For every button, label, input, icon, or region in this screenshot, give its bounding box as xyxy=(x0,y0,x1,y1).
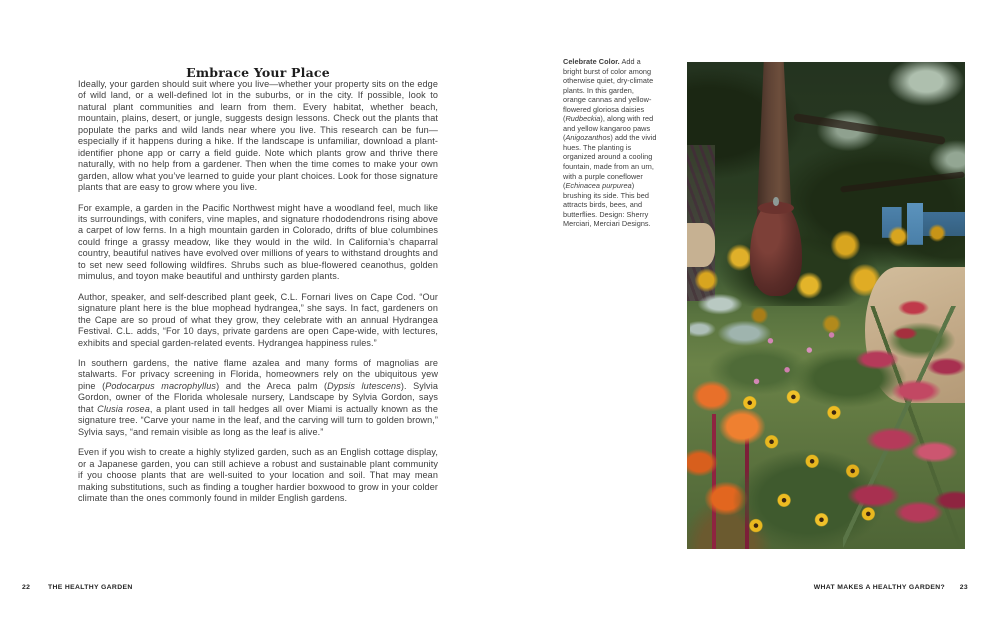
body-paragraph: Ideally, your garden should suit where you live—whether your property sits on the edge of wild land, or a well-defined lot in the suburbs, or in the city. If possible, look to natural plant communities and learn from them. Every habitat, whether beach, mountain, plains, desert, or jungle, suggests design lessons. Check out the plants that populate the parks and wild lands near where you live. This research can be fun—especially if it happens during a hike. If the landscape is unfamiliar, download a plant-identifier phone app or carry a field guide. Note which plants grow and thrive there naturally, with no help from a gardener. Then when the time comes to make your own garden, allow what you’ve learned to guide your plant choices. Look for those signature plants that are easy to grow where you live. xyxy=(78,79,438,193)
photo-caption: Celebrate Color. Add a bright burst of color among otherwise quiet, dry-climate plants. In this garden, orange cannas and yellow-flowered gloriosa daisies (Rudbeckia), along with red and yellow kangaroo paws (Anigozanthos) add the vivid hues. The planting is organized around a cooling fountain, made from an urn, with a purple coneflower (Echinacea purpurea) brushing its side. This bed attracts birds, bees, and butterflies. Design: Sherry Merciari, Merciari Designs. xyxy=(563,57,657,229)
page-number-right: 23 xyxy=(959,584,968,591)
body-paragraph: In southern gardens, the native flame azalea and many forms of magnolias are stalwarts. For privacy screening in Florida, homeowners rely on the ubiquitous yew pine (Podocarpus macrophyllus) and the Areca palm (Dypsis lutescens). Sylvia Gordon, owner of the Florida wholesale nursery, Landscape by Sylvia Gordon, says that Clusia rosea, a plant used in tall hedges all over Miami is actually known as the signature tree. “Carve your name in the leaf, and the carving will turn to golden brown,” Sylvia says, “and remain visible as long as the leaf is alive.” xyxy=(78,357,438,437)
running-head-right: WHAT MAKES A HEALTHY GARDEN? xyxy=(813,584,945,591)
page-number-left: 22 xyxy=(22,584,31,591)
body-paragraph: For example, a garden in the Pacific Northwest might have a woodland feel, much like its surroundings, with conifers, vine maples, and signature rhododendrons rising above a carpet of low ferns. In a high mountain garden in Colorado, drifts of blue columbines could fringe a grassy meadow, like they would in the wild. In California’s chaparral country, beautiful natives have evolved over millions of years to withstand droughts and to set new seed following wildfires. Shrubs such as blue-flowered ceanothus, golden mimulus, and toyon make beautiful and unthirsty garden plants. xyxy=(78,202,438,282)
photo-kangaroo-paws xyxy=(843,306,965,550)
running-head-left: THE HEALTHY GARDEN xyxy=(48,584,133,591)
body-paragraph: Author, speaker, and self-described plant geek, C.L. Fornari lives on Cape Cod. “Our signature plant here is the blue mophead hydrangea,” she says. In fact, gardeners on the Cape are so proud of what they grow, they celebrate with an annual Hydrangea Festival. C.L. adds, “For 10 days, private gardens are open Cape-wide, with lectures, exhibits and special garden-related events. Hydrangea happiness rules.” xyxy=(78,291,438,348)
page-title: Embrace Your Place xyxy=(186,65,330,81)
body-text-column xyxy=(78,79,438,513)
photo-gravel-patch xyxy=(687,223,715,267)
garden-photo xyxy=(687,62,965,549)
body-paragraph: Even if you wish to create a highly stylized garden, such as an English cottage display, or a Japanese garden, you can still achieve a robust and sustainable plant community if you choose plants that are well-suited to your location and soil. That may mean making substitutions, such as finding a tougher hardier boxwood to grow in your colder climate than the ones commonly found in milder English gardens. xyxy=(78,447,438,503)
